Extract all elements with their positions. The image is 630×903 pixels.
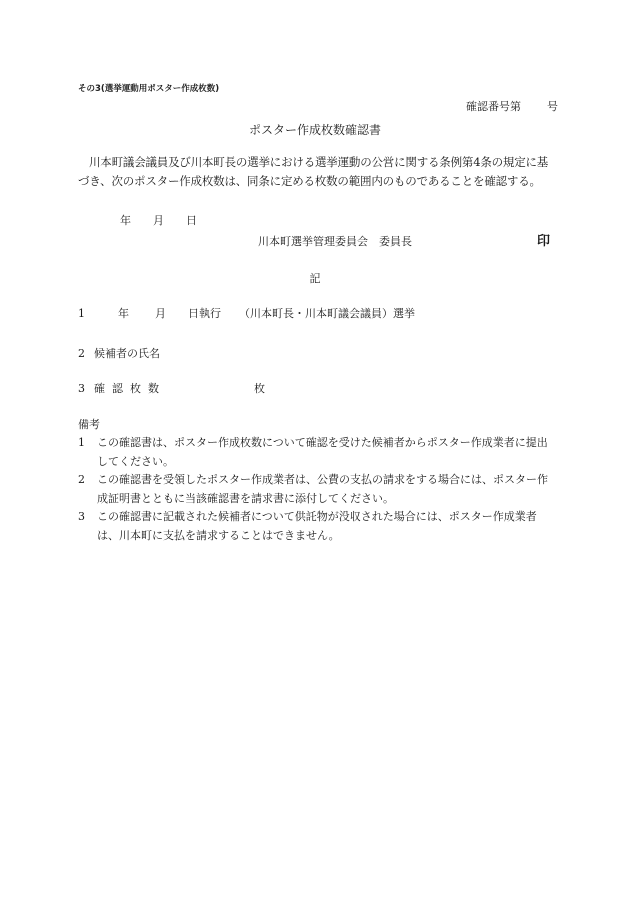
item-number: 2 (78, 347, 85, 360)
issuer-committee: 川本町選挙管理委員会 委員長 (258, 235, 412, 248)
item-day-exec: 日執行 (188, 307, 221, 320)
confirmation-number-suffix: 号 (547, 100, 558, 113)
note-number: 2 (78, 473, 85, 486)
seal-mark: 印 (537, 234, 551, 249)
ki-heading: 記 (309, 272, 321, 285)
item-number: 1 (78, 307, 85, 320)
notes-heading: 備考 (78, 418, 100, 431)
note-item (78, 434, 554, 471)
item-candidate-name (78, 345, 160, 361)
item-number: 3 (78, 382, 85, 395)
item-confirmed-count (78, 380, 265, 396)
note-number: 1 (78, 436, 85, 449)
item-election (78, 305, 415, 321)
note-text: この確認書を受領したポスター作成業者は、公費の支払の請求をする場合には、ポスター作成証明書とともに当該確認書を請求書に添付してください。 (97, 473, 548, 505)
date-day: 日 (186, 214, 197, 227)
form-label: その3(選挙運動用ポスター作成枚数) (78, 84, 220, 94)
item-election-name: （川本町長・川本町議会議員）選挙 (239, 307, 415, 320)
item-year: 年 (118, 307, 129, 320)
item-label: 確認枚数 (94, 382, 166, 395)
confirmation-number-prefix: 確認番号第 (466, 100, 521, 113)
document-title: ポスター作成枚数確認書 (248, 123, 381, 137)
confirmation-number (466, 98, 558, 114)
item-unit: 枚 (254, 382, 265, 395)
note-item (78, 471, 554, 508)
note-number: 3 (78, 510, 85, 523)
note-item (78, 508, 554, 545)
body-paragraph: 川本町議会議員及び川本町長の選挙における選挙運動の公営に関する条例第4条の規定に基づき、次のポスター作成枚数は、同条に定める枚数の範囲内のものであることを確認する。 (78, 155, 549, 188)
date-month: 月 (153, 214, 164, 227)
note-text: この確認書に記載された候補者について供託物が没収された場合には、ポスター作成業者は、川本町に支払を請求することはできません。 (97, 510, 537, 542)
date-year: 年 (120, 214, 131, 227)
note-text: この確認書は、ポスター作成枚数について確認を受けた候補者からポスター作成業者に提出してください。 (97, 436, 548, 468)
item-label: 候補者の氏名 (94, 347, 160, 360)
item-month: 月 (155, 307, 166, 320)
issue-date (120, 212, 197, 228)
